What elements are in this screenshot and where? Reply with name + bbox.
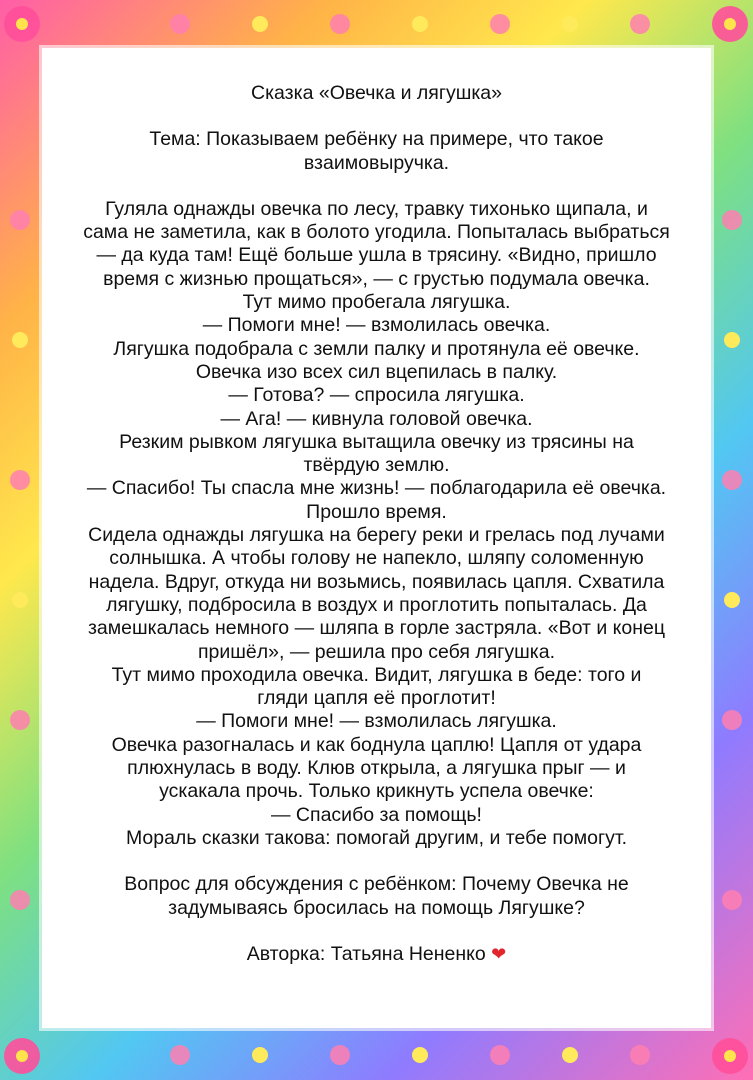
story-line: Сидела однажды лягушка на берегу реки и грелась под лучами bbox=[88, 524, 665, 547]
story-line: Прошло время. bbox=[306, 500, 447, 523]
story-line: Лягушка подобрала с земли палку и протянула её овечке. bbox=[113, 337, 640, 360]
story-line: — Ага! — кивнула головой овечка. bbox=[220, 407, 533, 430]
story-line: Тут мимо пробегала лягушка. bbox=[242, 291, 511, 314]
story-line: плюхнулась в воду. Клюв открыла, а лягушка прыг — и bbox=[127, 757, 626, 780]
story-line: время с жизнью прощаться», — с грустью подумала овечка. bbox=[103, 267, 650, 290]
story-line: пришёл», — решила про себя лягушка. bbox=[197, 640, 556, 663]
story-line: сама не заметила, как в болото угодила. Попыталась выбраться bbox=[83, 221, 670, 244]
story-line: — да куда там! Ещё больше ушла в трясину. «Видно, пришло bbox=[96, 244, 657, 267]
story-line: Мораль сказки такова: помогай другим, и тебе помогут. bbox=[125, 826, 628, 849]
story-line: солнышка. А чтобы голову не напекло, шляпу соломенную bbox=[109, 547, 644, 570]
story-line: гляди цапля её проглотит! bbox=[257, 687, 496, 710]
story-line: замешкалась немного — шляпа в горле застряла. «Вот и конец bbox=[87, 617, 666, 640]
theme-line-2: взаимовыручка. bbox=[303, 151, 450, 174]
story-line: — Спасибо! Ты спасла мне жизнь! — поблагодарила её овечка. bbox=[86, 477, 667, 500]
story-line: лягушку, подбросила в воздух и проглотить попыталась. Да bbox=[106, 593, 647, 616]
question-line-1: Вопрос для обсуждения с ребёнком: Почему Овечка не bbox=[124, 873, 629, 896]
story-line: твёрдую землю. bbox=[303, 454, 450, 477]
story-title: Сказка «Овечка и лягушка» bbox=[251, 82, 502, 104]
author-line bbox=[42, 943, 711, 966]
story-line: — Помоги мне! — взмолилась лягушка. bbox=[196, 710, 557, 733]
story-line: Резким рывком лягушка вытащила овечку из трясины на bbox=[119, 430, 634, 453]
theme-line-1: Тема: Показываем ребёнку на примере, что такое bbox=[149, 128, 604, 151]
story-line: Овечка разогналась и как боднула цаплю! Цапля от удара bbox=[111, 733, 642, 756]
author-name: Авторка: Татьяна Нененко bbox=[246, 942, 486, 965]
story-line: надела. Вдруг, откуда ни возьмись, появилась цапля. Схватила bbox=[88, 570, 665, 593]
story-page bbox=[42, 48, 711, 1028]
story-body bbox=[42, 198, 711, 850]
story-line: Гуляла однажды овечка по лесу, травку тихонько щипала, и bbox=[105, 197, 648, 220]
heart-icon: ❤ bbox=[491, 943, 507, 964]
question-line-2: задумываясь бросилась на помощь Лягушке? bbox=[168, 896, 585, 919]
story-line: Тут мимо проходила овечка. Видит, лягушка в беде: того и bbox=[111, 663, 642, 686]
story-line: — Помоги мне! — взмолилась овечка. bbox=[202, 314, 551, 337]
story-text bbox=[42, 82, 711, 966]
story-line: — Спасибо за помощь! bbox=[271, 803, 482, 826]
story-line: ускакала прочь. Только крикнуть успела овечке: bbox=[159, 780, 594, 803]
story-line: — Готова? — спросила лягушка. bbox=[228, 384, 525, 407]
story-line: Овечка изо всех сил вцепилась в палку. bbox=[195, 360, 558, 383]
